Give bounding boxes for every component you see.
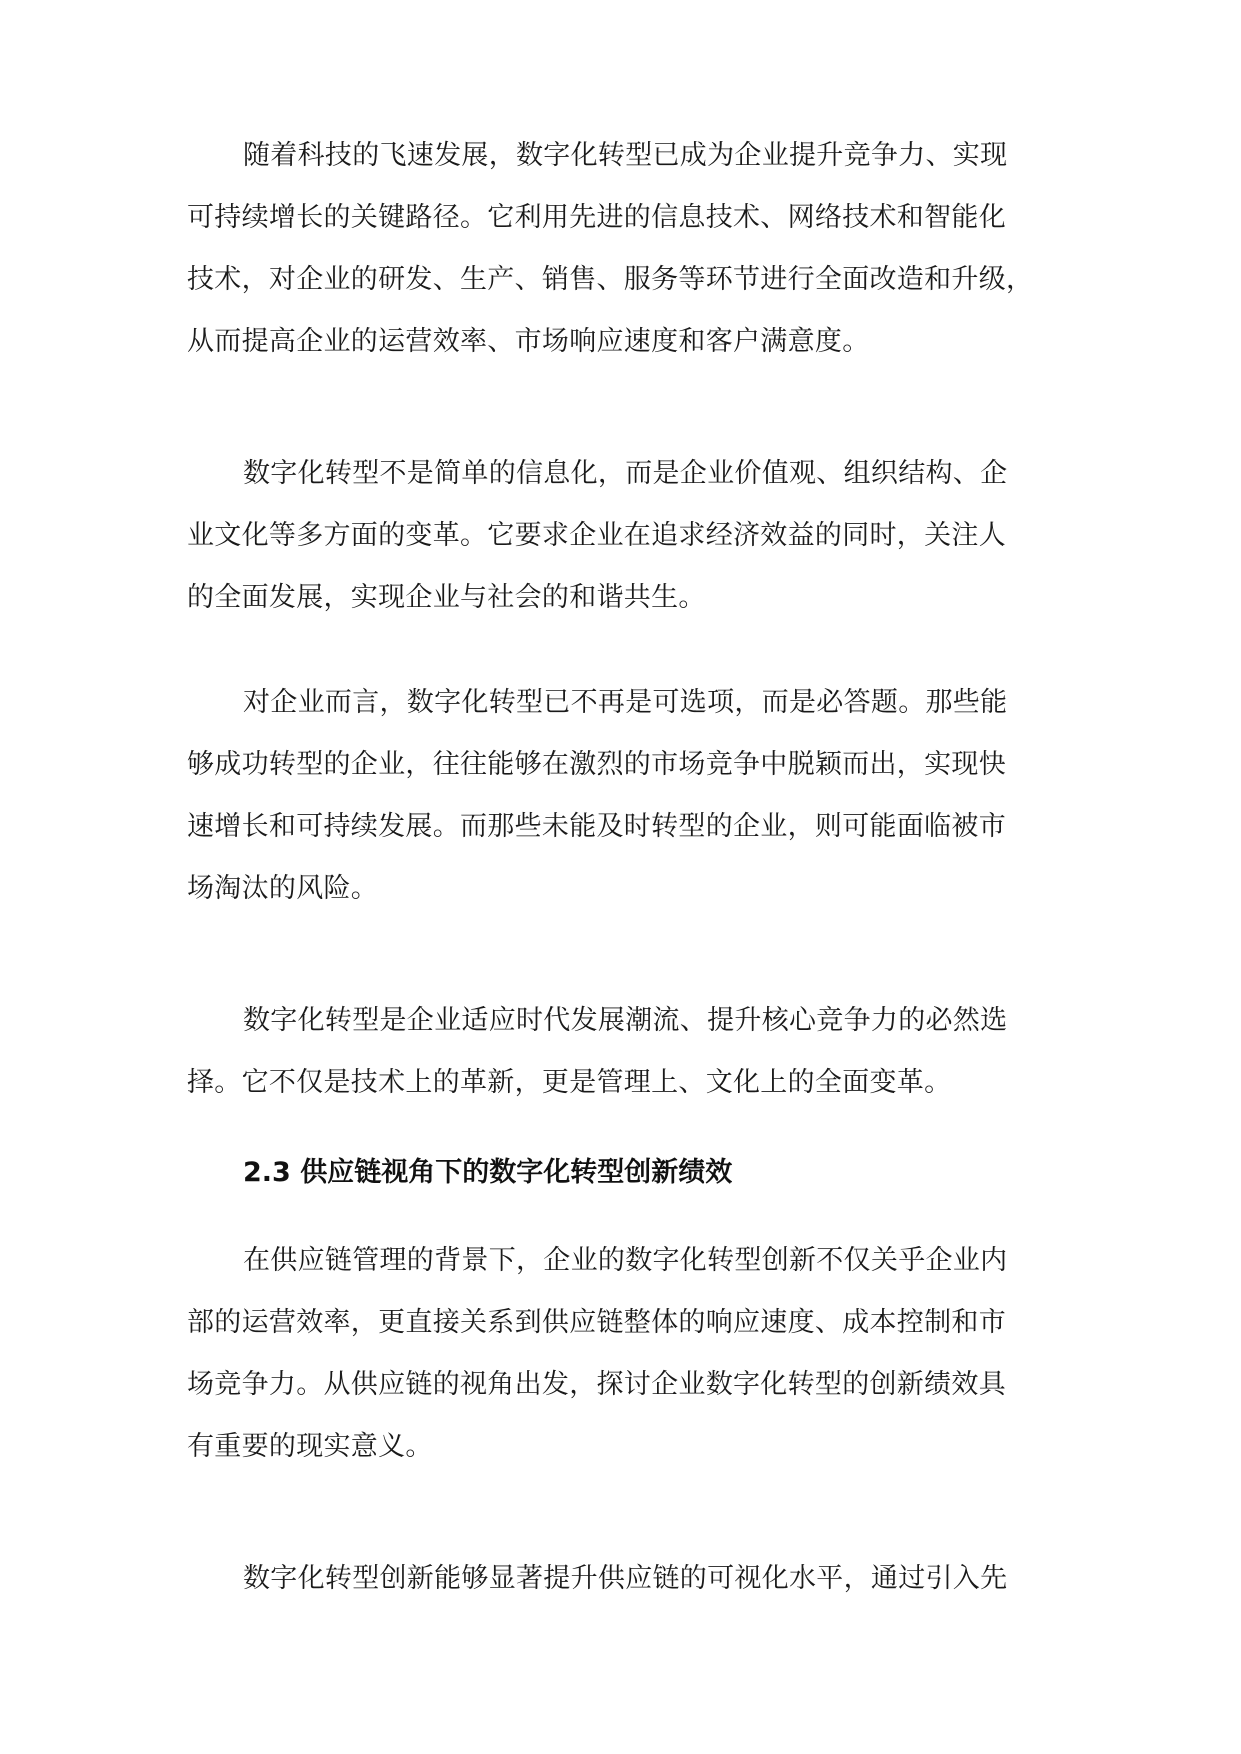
paragraph-1 [187, 125, 1057, 373]
paragraph-line: 业文化等多方面的变革。它要求企业在追求经济效益的同时，关注人 [187, 520, 1006, 551]
paragraph-3 [187, 672, 1057, 920]
paragraph-6 [187, 1548, 1057, 1610]
paragraph-line: 场竞争力。从供应链的视角出发，探讨企业数字化转型的创新绩效具 [187, 1369, 1006, 1400]
paragraph-line: 在供应链管理的背景下，企业的数字化转型创新不仅关乎企业内 [243, 1245, 1008, 1276]
paragraph-line: 技术，对企业的研发、生产、销售、服务等环节进行全面改造和升级， [187, 264, 1034, 295]
paragraph-line: 数字化转型创新能够显著提升供应链的可视化水平，通过引入先 [243, 1563, 1008, 1594]
paragraph-4 [187, 990, 1057, 1114]
paragraph-line: 有重要的现实意义。 [187, 1431, 433, 1462]
paragraph-2 [187, 443, 1057, 629]
paragraph-line: 速增长和可持续发展。而那些未能及时转型的企业，则可能面临被市 [187, 811, 1006, 842]
section-heading: 2.3 供应链视角下的数字化转型创新绩效 [243, 1157, 733, 1188]
paragraph-line: 从而提高企业的运营效率、市场响应速度和客户满意度。 [187, 326, 870, 357]
paragraph-line: 随着科技的飞速发展，数字化转型已成为企业提升竞争力、实现 [243, 140, 1008, 171]
paragraph-line: 数字化转型不是简单的信息化，而是企业价值观、组织结构、企 [243, 458, 1008, 489]
paragraph-line: 部的运营效率，更直接关系到供应链整体的响应速度、成本控制和市 [187, 1307, 1006, 1338]
paragraph-5 [187, 1230, 1057, 1478]
paragraph-line: 择。它不仅是技术上的革新，更是管理上、文化上的全面变革。 [187, 1067, 952, 1098]
paragraph-line: 的全面发展，实现企业与社会的和谐共生。 [187, 582, 706, 613]
paragraph-line: 可持续增长的关键路径。它利用先进的信息技术、网络技术和智能化 [187, 202, 1006, 233]
paragraph-line: 对企业而言，数字化转型已不再是可选项，而是必答题。那些能 [243, 687, 1008, 718]
paragraph-line: 数字化转型是企业适应时代发展潮流、提升核心竞争力的必然选 [243, 1005, 1008, 1036]
paragraph-line: 场淘汰的风险。 [187, 873, 379, 904]
paragraph-line: 够成功转型的企业，往往能够在激烈的市场竞争中脱颖而出，实现快 [187, 749, 1006, 780]
